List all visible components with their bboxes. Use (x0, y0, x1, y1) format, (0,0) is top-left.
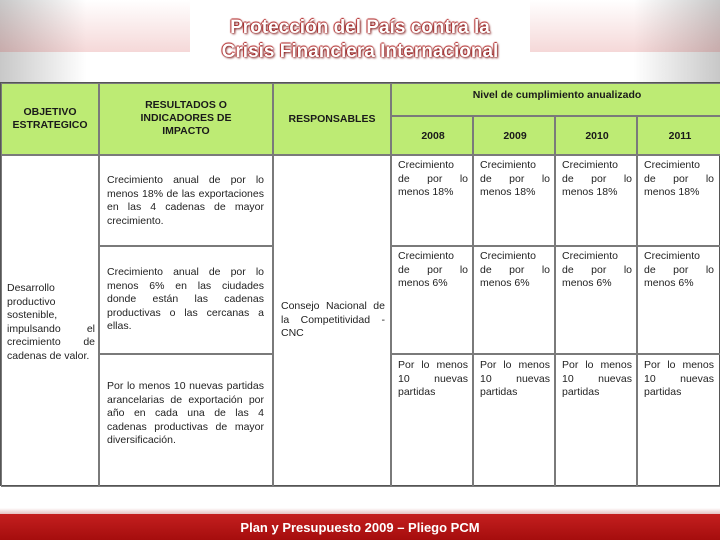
year-cell-text: Crecimiento de por lo menos 6% (562, 250, 632, 289)
header-results-label: RESULTADOS O INDICADORES DE IMPACTO (140, 99, 232, 137)
year-cell (555, 155, 637, 246)
year-cell (637, 155, 720, 246)
year-label: 2008 (421, 130, 445, 142)
header-year-2008 (391, 116, 473, 155)
header-year-2010 (555, 116, 637, 155)
year-cell (473, 246, 555, 354)
header-results (99, 83, 273, 155)
year-label: 2010 (585, 130, 609, 142)
year-cell-text: Crecimiento de por lo menos 6% (480, 250, 550, 289)
year-cell-text: Crecimiento de por lo menos 18% (644, 159, 714, 198)
year-cell-text: Crecimiento de por lo menos 18% (398, 159, 468, 198)
year-cell-text: Crecimiento de por lo menos 6% (398, 250, 468, 289)
page-title-line2: Crisis Financiera Internacional (221, 41, 499, 62)
responsible-cell (273, 155, 391, 487)
year-cell-text: Crecimiento de por lo menos 18% (562, 159, 632, 198)
year-cell-text: Por lo menos 10 nuevas partidas (398, 359, 468, 398)
responsible-text: Consejo Nacional de la Competitividad - CNC (281, 300, 385, 339)
header-year-2011 (637, 116, 720, 155)
header-annual-level (391, 83, 720, 116)
year-cell-text: Crecimiento de por lo menos 18% (480, 159, 550, 198)
footer-text: Plan y Presupuesto 2009 – Pliego PCM (240, 520, 480, 535)
year-cell-text: Por lo menos 10 nuevas partidas (480, 359, 550, 398)
page-title (0, 16, 720, 64)
header-objective (1, 83, 99, 155)
indicators-table (0, 82, 720, 486)
objective-cell (1, 155, 99, 487)
footer-bar (0, 514, 720, 540)
indicator-cell-2 (99, 246, 273, 354)
header-responsible (273, 83, 391, 155)
header-responsible-label: RESPONSABLES (288, 113, 376, 125)
indicator-text-2: Crecimiento anual de por lo menos 6% en las ciudades donde están las cadenas productivas o las cercanas a ellas. (107, 266, 264, 332)
indicator-cell-1 (99, 155, 273, 246)
year-cell (555, 246, 637, 354)
year-cell (473, 354, 555, 487)
header-annual-level-label: Nivel de cumplimiento anualizado (472, 89, 642, 101)
header-year-2009 (473, 116, 555, 155)
indicator-text-1: Crecimiento anual de por lo menos 18% de las exportaciones en las 4 cadenas de mayor crecimiento. (107, 174, 264, 227)
year-cell (637, 246, 720, 354)
page-title-line1: Protección del País contra la (230, 17, 490, 38)
indicator-cell-3 (99, 354, 273, 487)
year-cell-text: Por lo menos 10 nuevas partidas (562, 359, 632, 398)
year-label: 2009 (503, 130, 527, 142)
year-cell (473, 155, 555, 246)
header-objective-label: OBJETIVO ESTRATEGICO (12, 106, 88, 131)
year-cell (391, 246, 473, 354)
year-cell (637, 354, 720, 487)
year-cell (555, 354, 637, 487)
year-cell-text: Crecimiento de por lo menos 6% (644, 250, 714, 289)
year-cell-text: Por lo menos 10 nuevas partidas (644, 359, 714, 398)
indicator-text-3: Por lo menos 10 nuevas partidas arancelarias de exportación por año en cada una de las 4 cadenas productivas de mayor diversificación. (107, 380, 264, 446)
year-cell (391, 155, 473, 246)
year-cell (391, 354, 473, 487)
year-label: 2011 (668, 130, 692, 142)
objective-text: Desarrollo productivo sostenible, impulsando el crecimiento de cadenas de valor. (7, 282, 95, 362)
